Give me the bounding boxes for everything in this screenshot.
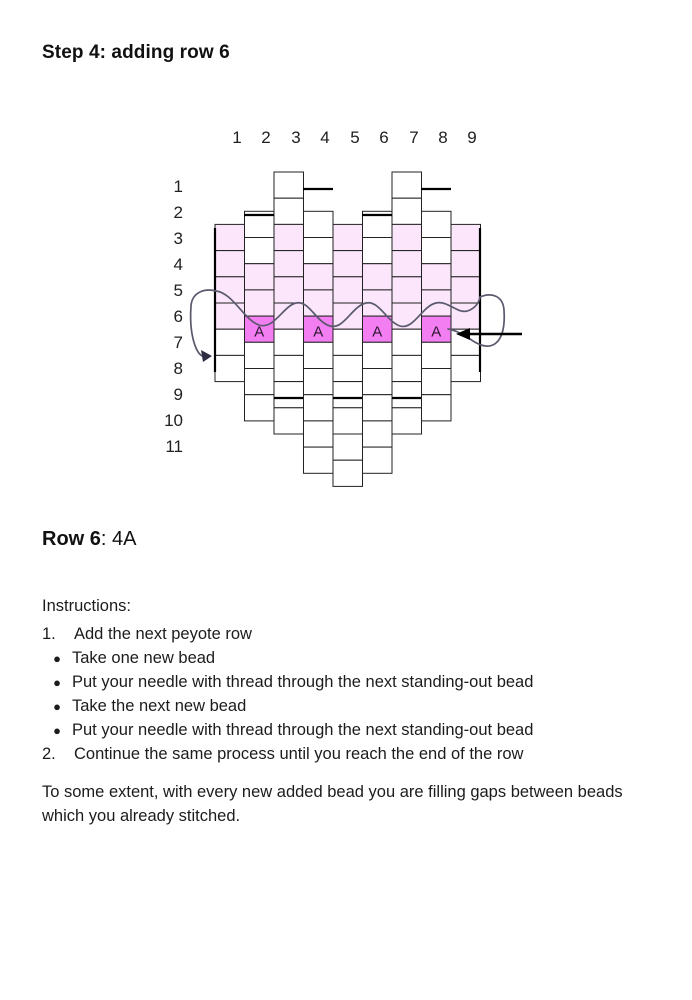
bead-cell-filled xyxy=(451,277,481,303)
column-label: 2 xyxy=(261,128,271,147)
bead-cell-empty xyxy=(304,211,334,237)
closing-note: To some extent, with every new added bead you are filling gaps between beads which you already stitched. xyxy=(42,783,623,825)
instruction-item xyxy=(42,623,652,646)
bead-cell-empty xyxy=(333,408,363,434)
bead-letter: A xyxy=(372,323,383,341)
bead-cell-empty xyxy=(392,172,422,198)
bead-cell-filled xyxy=(274,251,304,277)
bead-cell-filled xyxy=(333,224,363,250)
bead-cell-filled xyxy=(215,251,245,277)
bead-cell-filled xyxy=(392,224,422,250)
page-title: Step 4: adding row 6 xyxy=(42,42,230,63)
bead-cell-empty xyxy=(422,342,452,368)
row-label: 7 xyxy=(173,333,183,352)
bead-cell-empty xyxy=(245,395,275,421)
bead-cell-filled xyxy=(304,290,334,316)
bead-cell-filled xyxy=(215,303,245,329)
bead-cell-filled xyxy=(304,264,334,290)
bead-cell-empty xyxy=(274,408,304,434)
thread-direction-arrowhead xyxy=(201,350,212,362)
bead-letter: A xyxy=(313,323,324,341)
bead-cell-filled xyxy=(274,277,304,303)
row-label: 2 xyxy=(173,203,183,222)
row-label: 4 xyxy=(173,255,183,274)
bead-cell-empty xyxy=(274,329,304,355)
instruction-item xyxy=(42,743,652,766)
bead-cell-filled xyxy=(392,251,422,277)
row-summary-value: : 4A xyxy=(100,528,137,550)
column-label: 9 xyxy=(467,128,477,147)
instructions-block xyxy=(42,595,652,767)
instruction-number: 2. xyxy=(42,745,56,763)
instruction-text: Add the next peyote row xyxy=(74,625,252,643)
bead-cell-empty xyxy=(333,382,363,408)
bullet-dot-icon: ● xyxy=(53,699,61,714)
bead-cell-empty xyxy=(215,355,245,381)
column-label: 3 xyxy=(291,128,301,147)
bead-cell-empty xyxy=(333,329,363,355)
bead-cell-empty xyxy=(392,355,422,381)
bead-cell-empty xyxy=(363,369,393,395)
column-label: 6 xyxy=(379,128,389,147)
bead-cell-filled xyxy=(245,264,275,290)
bead-cell-empty xyxy=(422,369,452,395)
bead-cell-empty xyxy=(363,395,393,421)
bead-cell-filled xyxy=(333,277,363,303)
row-label: 10 xyxy=(164,411,183,430)
bullet-dot-icon: ● xyxy=(53,723,61,738)
bead-cell-empty xyxy=(392,382,422,408)
column-label: 1 xyxy=(232,128,242,147)
bullet-text: Take one new bead xyxy=(72,649,216,667)
bead-cell-empty xyxy=(422,238,452,264)
bead-cell-empty xyxy=(304,342,334,368)
instruction-bullets xyxy=(42,647,652,742)
row-label: 11 xyxy=(165,437,183,456)
row-label: 8 xyxy=(173,359,183,378)
thread-entry-loop xyxy=(191,290,216,357)
bead-cell-empty xyxy=(333,355,363,381)
row-label: 5 xyxy=(173,281,183,300)
bead-cell-empty xyxy=(245,342,275,368)
bead-cell-filled xyxy=(274,224,304,250)
bead-cell-empty xyxy=(363,238,393,264)
bullet-text: Put your needle with thread through the next standing-out bead xyxy=(72,673,534,691)
bead-cell-filled xyxy=(363,264,393,290)
column-label: 8 xyxy=(438,128,448,147)
bead-cell-filled xyxy=(392,277,422,303)
bead-cell-empty xyxy=(304,421,334,447)
bead-cell-empty xyxy=(392,329,422,355)
row-label: 3 xyxy=(173,229,183,248)
row-label: 6 xyxy=(173,307,183,326)
bead-cell-empty xyxy=(422,395,452,421)
bead-cell-filled xyxy=(451,251,481,277)
bead-cells-group xyxy=(215,172,481,486)
bullet-item xyxy=(42,719,652,742)
bullet-item xyxy=(42,695,652,718)
column-label: 4 xyxy=(320,128,330,147)
column-label: 7 xyxy=(409,128,419,147)
bead-cell-empty xyxy=(304,395,334,421)
bullet-item xyxy=(42,647,652,670)
bead-cell-empty xyxy=(363,447,393,473)
bead-cell-empty xyxy=(363,342,393,368)
bead-letter: A xyxy=(431,323,442,341)
bullet-text: Put your needle with thread through the next standing-out bead xyxy=(72,721,534,739)
bead-cell-empty xyxy=(304,447,334,473)
bead-letter: A xyxy=(254,323,265,341)
column-label: 5 xyxy=(350,128,360,147)
instructions-heading: Instructions: xyxy=(42,597,131,615)
bead-cell-empty xyxy=(333,460,363,486)
bead-cell-empty xyxy=(392,408,422,434)
bead-cell-filled xyxy=(451,224,481,250)
bullet-dot-icon: ● xyxy=(53,651,61,666)
bead-cell-empty xyxy=(274,382,304,408)
bead-cell-filled xyxy=(215,224,245,250)
bead-cell-empty xyxy=(304,369,334,395)
row-summary xyxy=(42,528,136,551)
bullet-text: Take the next new bead xyxy=(72,697,247,715)
bead-cell-empty xyxy=(333,434,363,460)
bead-cell-empty xyxy=(245,369,275,395)
bead-cell-empty xyxy=(274,198,304,224)
bead-cell-empty xyxy=(451,355,481,381)
bullet-dot-icon: ● xyxy=(53,675,61,690)
column-labels xyxy=(232,128,476,147)
bead-cell-empty xyxy=(304,238,334,264)
bead-cell-filled xyxy=(245,290,275,316)
row-label: 1 xyxy=(173,177,183,196)
bead-cell-empty xyxy=(363,421,393,447)
bead-cell-filled xyxy=(422,264,452,290)
row-labels xyxy=(164,177,183,456)
bead-cell-empty xyxy=(392,198,422,224)
row-label: 9 xyxy=(173,385,183,404)
bead-cell-filled xyxy=(333,251,363,277)
bead-cell-empty xyxy=(245,238,275,264)
bead-cell-filled xyxy=(451,303,481,329)
bullet-item xyxy=(42,671,652,694)
instruction-text: Continue the same process until you reach the end of the row xyxy=(74,745,524,763)
row-summary-label: Row 6 xyxy=(42,528,101,550)
bead-cell-empty xyxy=(274,355,304,381)
bead-cell-empty xyxy=(422,211,452,237)
bead-cell-empty xyxy=(274,172,304,198)
pointer-arrow xyxy=(456,328,522,340)
bead-cell-empty xyxy=(215,329,245,355)
instruction-number: 1. xyxy=(42,625,56,643)
